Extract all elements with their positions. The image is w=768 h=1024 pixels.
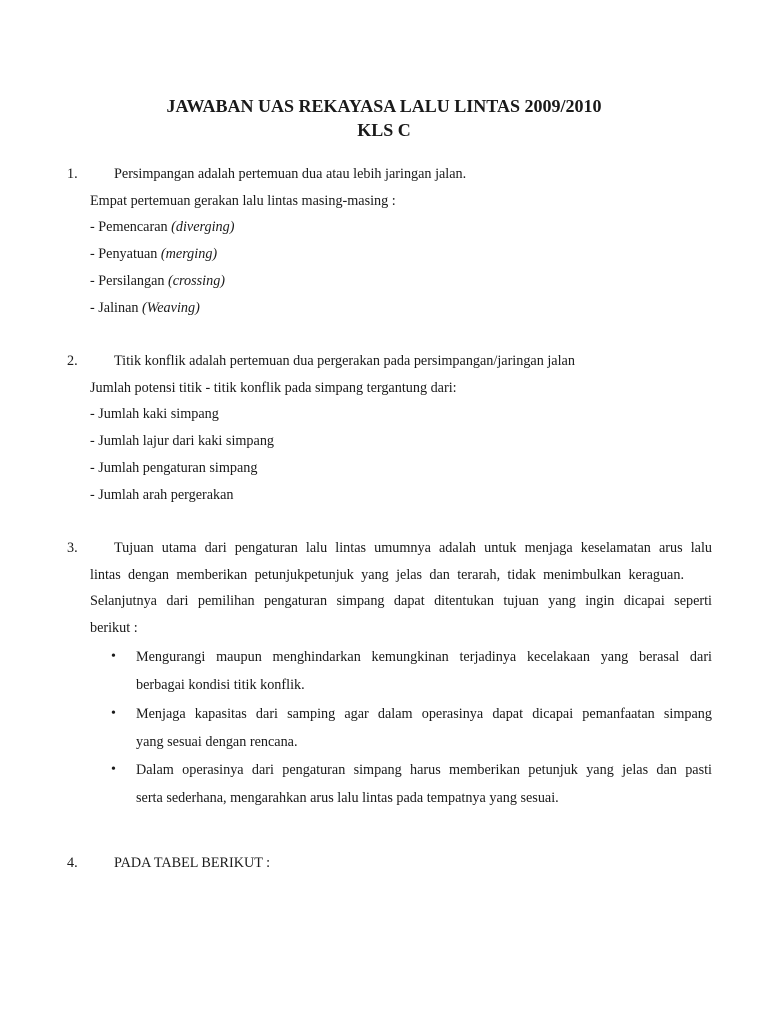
q3-paragraph-line: berikut : [90,620,138,636]
document-title: JAWABAN UAS REKAYASA LALU LINTAS 2009/2010 [166,96,602,116]
q1-item-label: - Persilangan [90,273,169,289]
q2-item: - Jumlah kaki simpang [90,406,219,422]
q3-bullet-text: Menjaga kapasitas dari samping agar dalam operasinya dapat dicapai pemanfaatan simpang [136,706,712,722]
q3-number: 3. [67,540,78,556]
q3-bullet-text: Mengurangi maupun menghindarkan kemungkinan terjadinya kecelakaan yang berasal dari [136,649,712,665]
q3-paragraph-line: Tujuan utama dari pengaturan lalu lintas umumnya adalah untuk menjaga keselamatan arus lalu [114,540,712,556]
q1-item-term: (merging) [160,246,218,262]
q2-text: Titik konflik adalah pertemuan dua pergerakan pada persimpangan/jaringan jalan [114,353,575,369]
q1-number: 1. [67,166,78,182]
q1-item [90,218,234,236]
q1-item-term: (diverging) [171,219,235,235]
q1-intro: Empat pertemuan gerakan lalu lintas masing-masing : [90,193,396,209]
bullet-point: • [111,762,116,777]
q1-item-term: (Weaving) [142,300,200,316]
q3-bullet-text: yang sesuai dengan rencana. [136,734,298,750]
q3-paragraph-line: Selanjutnya dari pemilihan pengaturan simpang dapat ditentukan tujuan yang ingin dicapai seperti [90,593,712,609]
q2-number: 2. [67,353,78,369]
q2-item: - Jumlah lajur dari kaki simpang [90,433,275,449]
q3-bullet-text: serta sederhana, mengarahkan arus lalu lintas pada tempatnya yang sesuai. [136,790,559,806]
q1-item-label: - Pemencaran [90,219,172,235]
bullet-point: • [111,649,116,664]
q4-number: 4. [67,855,78,871]
q2-item: - Jumlah arah pergerakan [90,487,234,503]
q2-intro: Jumlah potensi titik - titik konflik pada simpang tergantung dari: [90,380,457,396]
q1-item-term: (crossing) [168,273,226,289]
q1-item [90,245,217,263]
q1-item-label: - Jalinan [90,300,143,316]
q3-paragraph-line: lintas dengan memberikan petunjukpetunjuk yang jelas dan terarah, tidak menimbulkan keraguan. [90,567,684,583]
document-subtitle: KLS C [357,120,411,140]
q1-text: Persimpangan adalah pertemuan dua atau lebih jaringan jalan. [114,166,467,182]
q3-bullet-text: Dalam operasinya dari pengaturan simpang harus memberikan petunjuk yang jelas dan pasti [136,762,712,778]
bullet-point: • [111,706,116,721]
q2-item: - Jumlah pengaturan simpang [90,460,258,476]
q4-text: PADA TABEL BERIKUT : [114,855,271,871]
q1-item [90,299,200,317]
q1-item-label: - Penyatuan [90,246,161,262]
q1-item [90,272,225,290]
q3-bullet-text: berbagai kondisi titik konflik. [136,677,305,693]
